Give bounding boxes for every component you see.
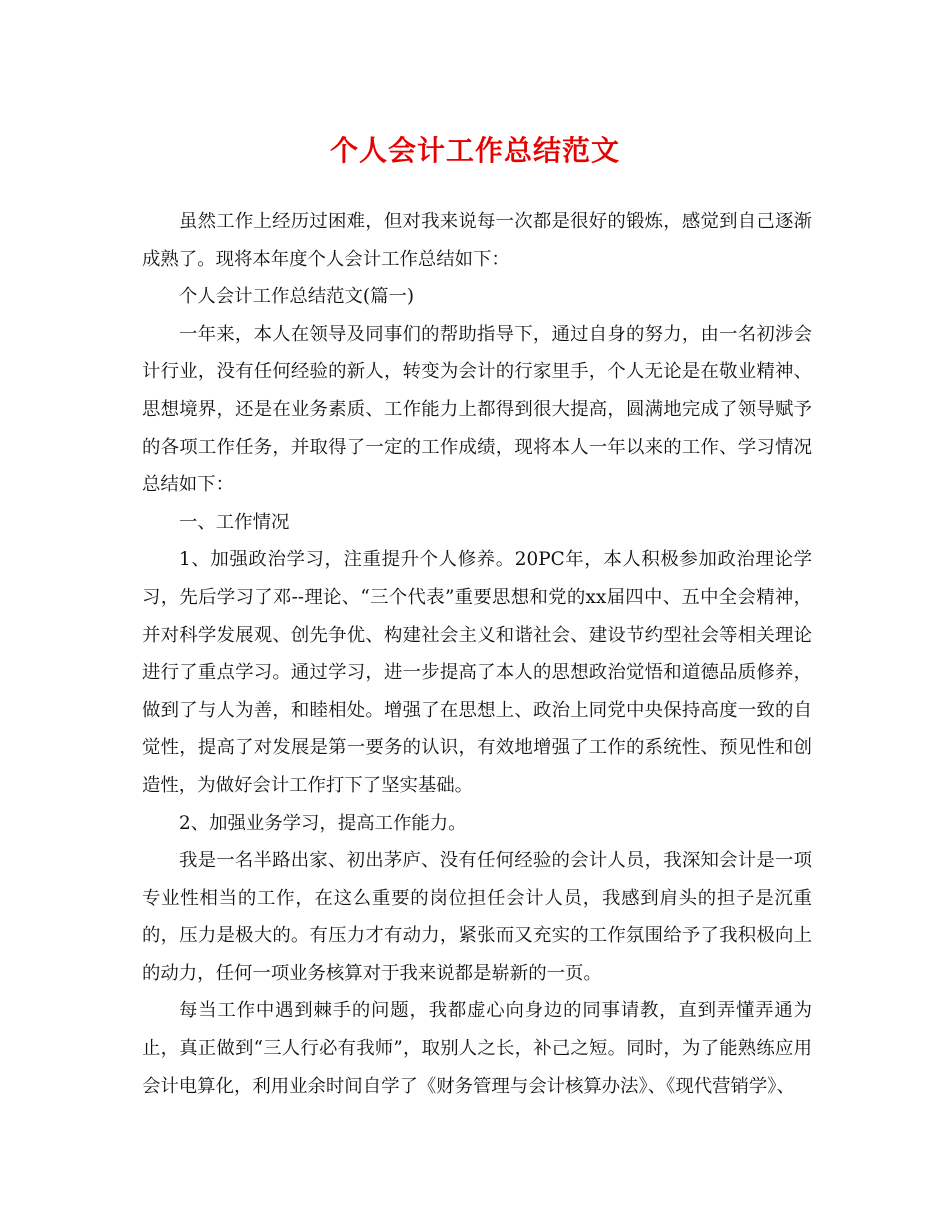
paragraph: 一年来，本人在领导及同事们的帮助指导下，通过自身的努力，由一名初涉会计行业，没有任何经验的新人，转变为会计的行家里手，个人无论是在敬业精神、思想境界，还是在业务素质、工作能力上都得到很大提高，圆满地完成了领导赋予的各项工作任务，并取得了一定的工作成绩，现将本人一年以来的工作、学习情况总结如下： — [142, 323, 812, 496]
paragraph: 虽然工作上经历过困难，但对我来说每一次都是很好的锻炼，感觉到自己逐渐成熟了。现将本年度个人会计工作总结如下： — [142, 211, 812, 270]
paragraph: 每当工作中遇到棘手的问题，我都虚心向身边的同事请教，直到弄懂弄通为止，真正做到“三人行必有我师”，取别人之长，补己之短。同时，为了能熟练应用会计电算化，利用业余时间自学了《财务管理与会计核算办法》、《现代营销学》、 — [142, 1000, 812, 1097]
paragraph: 我是一名半路出家、初出茅庐、没有任何经验的会计人员，我深知会计是一项专业性相当的工作，在这么重要的岗位担任会计人员，我感到肩头的担子是沉重的，压力是极大的。有压力才有动力，紧张而又充实的工作氛围给予了我积极向上的动力，任何一项业务核算对于我来说都是崭新的一页。 — [142, 850, 812, 984]
section-heading: 一、工作情况 — [179, 511, 290, 533]
document-title: 个人会计工作总结范文 — [329, 134, 620, 167]
section-heading: 个人会计工作总结范文(篇一) — [179, 286, 415, 308]
paragraph: 1、加强政治学习，注重提升个人修养。20PC年，本人积极参加政治理论学习，先后学习了邓--理论、“三个代表”重要思想和党的xx届四中、五中全会精神，并对科学发展观、创先争优、构建社会主义和谐社会、建设节约型社会等相关理论进行了重点学习。通过学习，进一步提高了本人的思想政治觉悟和道德品质修养，做到了与人为善，和睦相处。增强了在思想上、政治上同党中央保持高度一致的自觉性，提高了对发展是第一要务的认识，有效地增强了工作的系统性、预见性和创造性，为做好会计工作打下了坚实基础。 — [142, 549, 812, 796]
document-body — [142, 203, 812, 1105]
section-heading: 2、加强业务学习，提高工作能力。 — [179, 812, 467, 834]
